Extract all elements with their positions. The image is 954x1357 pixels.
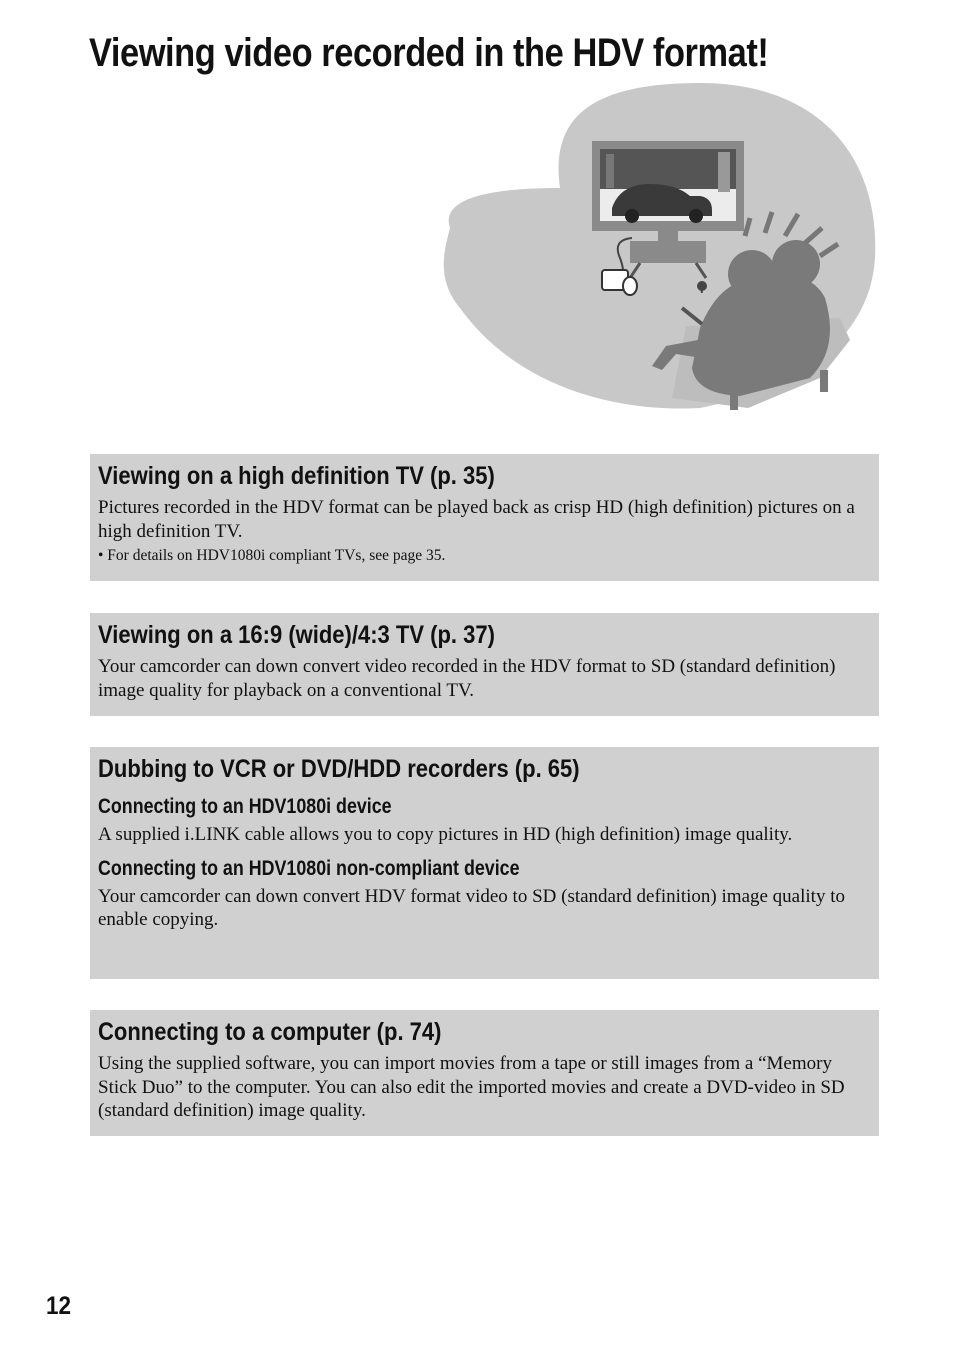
hdv-viewing-illustration [400,78,890,423]
section-computer [90,1010,879,1136]
section-body: Your camcorder can down convert video recorded in the HDV format to SD (standard definition) image quality for playback on a conventional TV. [98,656,836,701]
section-body: Pictures recorded in the HDV format can be played back as crisp HD (high definition) pictures on a high definition TV. [98,497,855,542]
subsection-body: Your camcorder can down convert HDV format video to SD (standard definition) image quality to enable copying. [98,885,845,930]
section-heading: Connecting to a computer (p. 74) [98,1018,442,1046]
section-wide-tv [90,613,879,716]
subsection-body: A supplied i.LINK cable allows you to copy pictures in HD (high definition) image quality. [98,824,793,845]
page-title: Viewing video recorded in the HDV format! [89,31,769,75]
section-heading: Viewing on a high definition TV (p. 35) [98,462,495,490]
section-body: Using the supplied software, you can import movies from a tape or still images from a “Memory Stick Duo” to the computer. You can also edit the imported movies and create a DVD-video in SD (standard definition) image quality. [98,1053,845,1121]
page-number: 12 [46,1292,72,1320]
section-dubbing [90,747,879,979]
section-heading: Dubbing to VCR or DVD/HDD recorders (p. 65) [98,755,580,783]
section-note: • For details on HDV1080i compliant TVs, see page 35. [98,547,446,564]
section-heading: Viewing on a 16:9 (wide)/4:3 TV (p. 37) [98,621,495,649]
subsection-heading: Connecting to an HDV1080i non-compliant device [98,856,520,880]
section-high-definition-tv [90,454,879,581]
subsection-heading: Connecting to an HDV1080i device [98,795,392,818]
